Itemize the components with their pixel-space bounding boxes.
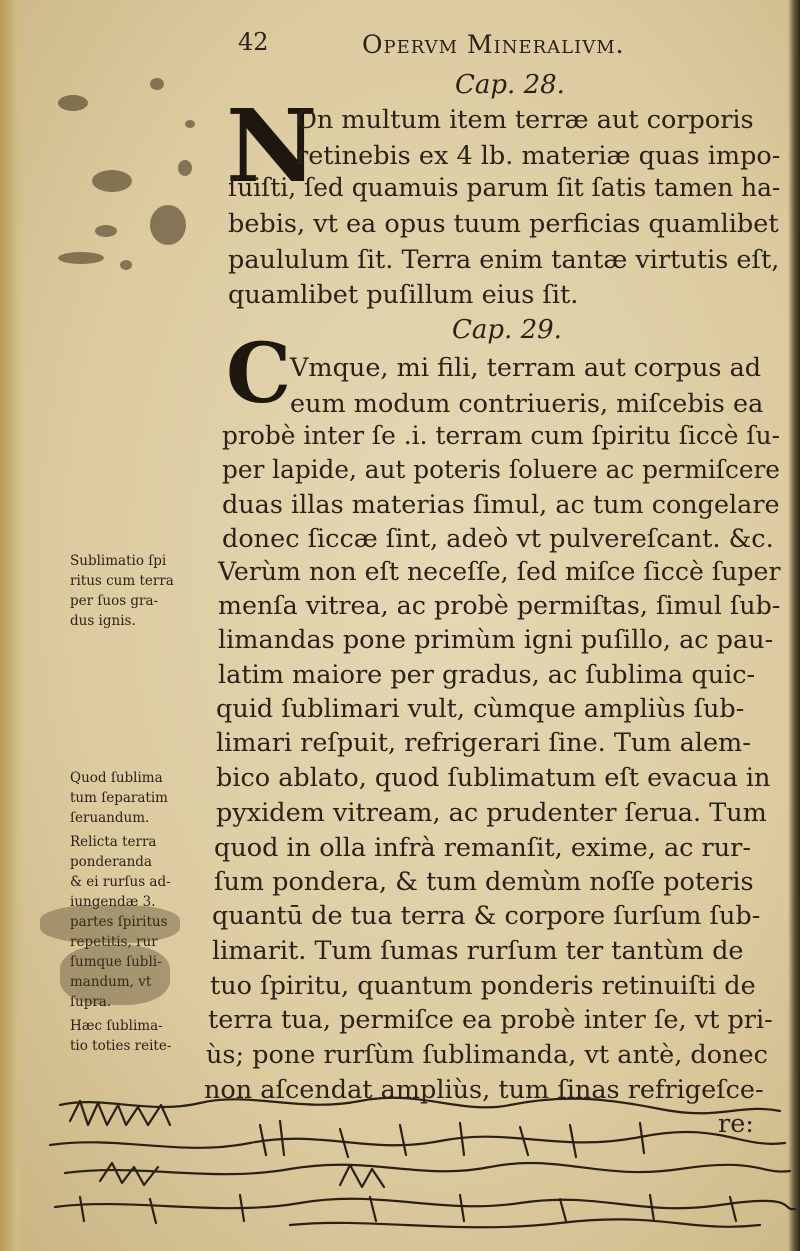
text-line: eum modum contriueris, miſcebis ea (290, 389, 764, 419)
text-line: quid ſublimari vult, cùmque ampliùs ſub- (216, 694, 745, 724)
margin-note-line: per ſuos gra- (70, 593, 159, 609)
ink-stain (150, 78, 164, 90)
text-line: limandas pone primùm igni puſillo, ac pau- (218, 625, 774, 655)
margin-note-line: Hæc ſublima- (70, 1018, 163, 1034)
text-line: paululum ſit. Terra enim tantæ virtutis eſt, (228, 245, 780, 275)
text-line: retinebis ex 4 lb. materiæ quas impo- (296, 141, 781, 171)
text-line: tuo ſpiritu, quantum ponderis retinuiſti de (210, 971, 756, 1001)
text-line: limari reſpuit, refrigerari ſine. Tum alem- (216, 728, 751, 758)
handwritten-scribble (40, 1085, 800, 1245)
text-line: terra tua, permiſce ea probè inter ſe, vt pri- (208, 1005, 773, 1035)
text-line: quod in olla infrà remanſit, exime, ac rur- (214, 833, 751, 863)
text-line: re: (718, 1109, 754, 1139)
margin-note-line: ritus cum terra (70, 573, 174, 589)
text-line: bebis, vt ea opus tuum perficias quamlibet (228, 209, 779, 239)
dropcap-n: N (226, 87, 318, 205)
dropcap-c: C (226, 326, 292, 422)
text-line: bico ablato, quod ſublimatum eſt evacua in (216, 763, 771, 793)
text-line: non aſcendat ampliùs, tum ſinas refrigeſce- (204, 1075, 764, 1105)
ink-stain (95, 225, 117, 237)
text-line: ùs; pone rurſùm ſublimanda, vt antè, donec (206, 1040, 768, 1070)
ink-stain (185, 120, 195, 128)
running-title: Opervm Mineralivm. (362, 30, 625, 59)
text-line: ſuiſti, ſed quamuis parum ſit ſatis tamen ha- (228, 173, 781, 203)
margin-note-line: iungendæ 3. (70, 894, 156, 910)
margin-note-line: Relicta terra (70, 834, 157, 850)
margin-note-line: ſupra. (70, 994, 112, 1010)
margin-note-line: & ei rurſus ad- (70, 874, 171, 890)
margin-note-line: mandum, vt (70, 974, 152, 990)
margin-note-line: repetitis, rur (70, 934, 158, 950)
text-line: Vmque, mi fili, terram aut corpus ad (290, 353, 762, 383)
ink-stain (120, 260, 132, 270)
ink-stain (58, 252, 104, 264)
margin-note-line: tum ſeparatim (70, 790, 168, 806)
margin-note-line: ſeruandum. (70, 810, 150, 826)
ink-stain (58, 95, 88, 111)
margin-note-line: ſumque ſubli- (70, 954, 162, 970)
text-line: quantū de tua terra & corpore ſurſum ſub- (212, 901, 761, 931)
text-line: limarit. Tum ſumas rurſum ter tantùm de (212, 936, 744, 966)
margin-note-line: Sublimatio ſpi (70, 553, 167, 569)
ink-stain (178, 160, 192, 176)
margin-note-line: ponderanda (70, 854, 152, 870)
text-line: probè inter ſe .i. terram cum ſpiritu ſiccè ſu- (222, 421, 781, 451)
text-line: duas illas materias ſimul, ac tum congelare (222, 490, 780, 520)
text-line: ſum pondera, & tum demùm noſſe poteris (214, 867, 754, 897)
page-edge-shadow (788, 0, 800, 1251)
ink-stain (92, 170, 132, 192)
page-number: 42 (238, 28, 269, 56)
text-line: per lapide, aut poteris ſoluere ac permiſcere (222, 455, 780, 485)
text-line: donec ſiccæ ſint, adeò vt pulvereſcant. &c. (222, 524, 774, 554)
margin-note-line: Quod ſublima (70, 770, 163, 786)
chapter-heading-28: Cap. 28. (455, 70, 565, 100)
ink-stain (150, 205, 186, 245)
margin-note-line: tio toties reite- (70, 1038, 172, 1054)
text-line: quamlibet puſillum eius ſit. (228, 280, 579, 310)
text-line: menſa vitrea, ac probè permiſtas, ſimul ſub- (218, 591, 781, 621)
text-line: pyxidem vitream, ac prudenter ſerua. Tum (216, 798, 767, 828)
ink-smudge (60, 945, 170, 1005)
running-head (230, 18, 700, 64)
chapter-heading-29: Cap. 29. (452, 315, 562, 345)
margin-note-line: dus ignis. (70, 613, 136, 629)
text-line: On multum item terræ aut corporis (296, 105, 754, 135)
page-gutter-shadow (0, 0, 24, 1251)
text-line: latim maiore per gradus, ac ſublima quic- (218, 660, 756, 690)
text-line: Verùm non eſt neceſſe, ſed miſce ſiccè ſuper (218, 557, 781, 587)
margin-note-line: partes ſpiritus (70, 914, 168, 930)
ink-smudge (40, 905, 180, 943)
